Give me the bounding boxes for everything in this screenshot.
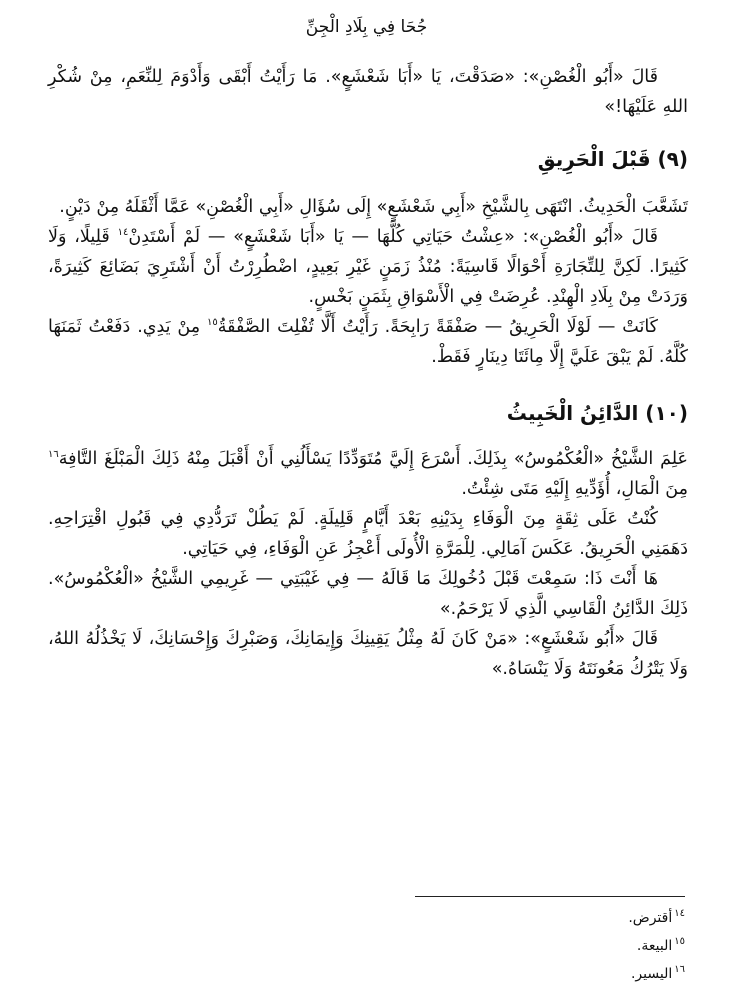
paragraph: كُنْتُ عَلَى ثِقَةٍ مِنَ الْوَفَاءِ بِدَيْنِهِ بَعْدَ أَيَّامٍ قَلِيلَةٍ. لَمْ يَطُلْ تَرَدُّدِي فِي قَبُولِ اقْتِرَاحِهِ. دَهَمَنِي الْحَرِيقُ. عَكَسَ آمَالِي. لِلْمَرَّةِ الْأُولَى أَعْجِزُ عَنِ الْوَفَاءِ، فِي حَيَاتِي. bbox=[48, 509, 688, 559]
paragraph-text: مِنْ يَدِي. دَفَعْتُ ثَمَنَهَا كُلَّهُ. لَمْ يَبْقَ عَلَيَّ إِلَّا مِائَتَا دِينَارٍ فَقَطْ. bbox=[48, 317, 688, 367]
body-text bbox=[48, 62, 688, 684]
footnotes bbox=[385, 904, 685, 988]
footnote-marker: ١٦ bbox=[48, 449, 59, 461]
paragraph bbox=[48, 312, 688, 372]
footnote-divider bbox=[415, 896, 685, 897]
footnote bbox=[385, 932, 685, 960]
paragraph: تَشَعَّبَ الْحَدِيثُ. انْتَهَى بِالشَّيْخِ «أَبِي شَعْشَعٍ» إِلَى سُؤَالِ «أَبِي الْغُصْنِ» عَمَّا أَثْقَلَهُ مِنْ دَيْنٍ. bbox=[59, 197, 688, 217]
footnote-number: ١٥ bbox=[674, 936, 685, 948]
footnote-text: اليسير. bbox=[630, 966, 673, 982]
paragraph-text: مِنَ الْمَالِ، أُؤَدِّيهِ إِلَيْهِ مَتَى شِئْتُ. bbox=[461, 479, 688, 499]
section-heading-10: (١٠) الدَّائِنُ الْخَبِيثُ bbox=[506, 401, 688, 425]
footnote bbox=[385, 960, 685, 988]
paragraph-text: قَلِيلًا، وَلَا كَثِيرًا. لَكِنَّ لِلتِّجَارَةِ أَحْوَالًا قَاسِيَةً: مُنْذُ زَمَنٍ غَيْرِ بَعِيدٍ، اضْطُرِرْتُ أَنْ أَشْتَرِيَ بَضَائِعَ كَثِيرَةً، وَرَدَتْ مِنْ بِلَادِ الْهِنْدِ. عُرِضَتْ فِي الْأَسْوَاقِ بِثَمَنٍ بَخْسٍ. bbox=[48, 227, 688, 307]
paragraph bbox=[48, 222, 688, 312]
footnote-number: ١٤ bbox=[674, 908, 685, 920]
paragraph-text: قَالَ «أَبُو الْغُصْنِ»: «عِشْتُ حَيَاتِي كُلَّهَا — يَا «أَبَا شَعْشَعٍ» — لَمْ أَسْتَدِنْ bbox=[128, 227, 658, 247]
footnote-marker: ١٥ bbox=[207, 317, 218, 329]
running-head: جُحَا فِي بِلَادِ الْجِنِّ bbox=[305, 17, 428, 37]
footnote-number: ١٦ bbox=[674, 964, 685, 976]
paragraph bbox=[48, 444, 688, 504]
paragraph: قَالَ «أَبُو الْغُصْنِ»: «صَدَقْتَ، يَا «أَبَا شَعْشَعٍ». مَا رَأَيْتُ أَبْقَى وَأَدْوَمَ لِلنِّعَمِ، مِنْ شُكْرِ اللهِ عَلَيْهَا!» bbox=[48, 67, 688, 117]
paragraph: هَا أَنْتَ ذَا: سَمِعْتَ قَبْلَ دُخُولِكَ مَا قَالَهُ — فِي غَيْبَتِي — غَرِيمِي الشَّيْخُ «الْعُكْمُوسُ». ذَلِكَ الدَّائِنُ الْقَاسِي الَّذِي لَا يَرْحَمُ.» bbox=[48, 569, 688, 619]
paragraph-text: كَانَتْ — لَوْلَا الْحَرِيقُ — صَفْقَةً رَابِحَةً. رَأَيْتُ أَلَّا تُفْلِتَ الصَّفْقَةُ bbox=[217, 317, 658, 337]
paragraph: قَالَ «أَبُو شَعْشَعٍ»: «مَنْ كَانَ لَهُ مِثْلُ يَقِينِكَ وَإِيمَانِكَ، وَصَبْرِكَ وَإِحْسَانِكَ، لَا يَخْذُلُهُ اللهُ، وَلَا يَتْرُكُ مَعُونَتَهُ وَلَا يَنْسَاهُ.» bbox=[48, 629, 688, 679]
footnote-marker: ١٤ bbox=[117, 227, 129, 239]
paragraph-text: عَلِمَ الشَّيْخُ «الْعُكْمُوسُ» بِذَلِكَ. أَسْرَعَ إِلَيَّ مُتَوَدِّدًا يَسْأَلُنِي أَنْ أَقْبَلَ مِنْهُ ذَلِكَ الْمَبْلَغَ التَّافِهَ bbox=[58, 449, 688, 469]
section-heading-9: (٩) قَبْلَ الْحَرِيقِ bbox=[537, 147, 688, 171]
footnote bbox=[385, 904, 685, 932]
footnote-text: البيعة. bbox=[636, 938, 673, 954]
footnote-text: أقترض. bbox=[628, 910, 673, 926]
